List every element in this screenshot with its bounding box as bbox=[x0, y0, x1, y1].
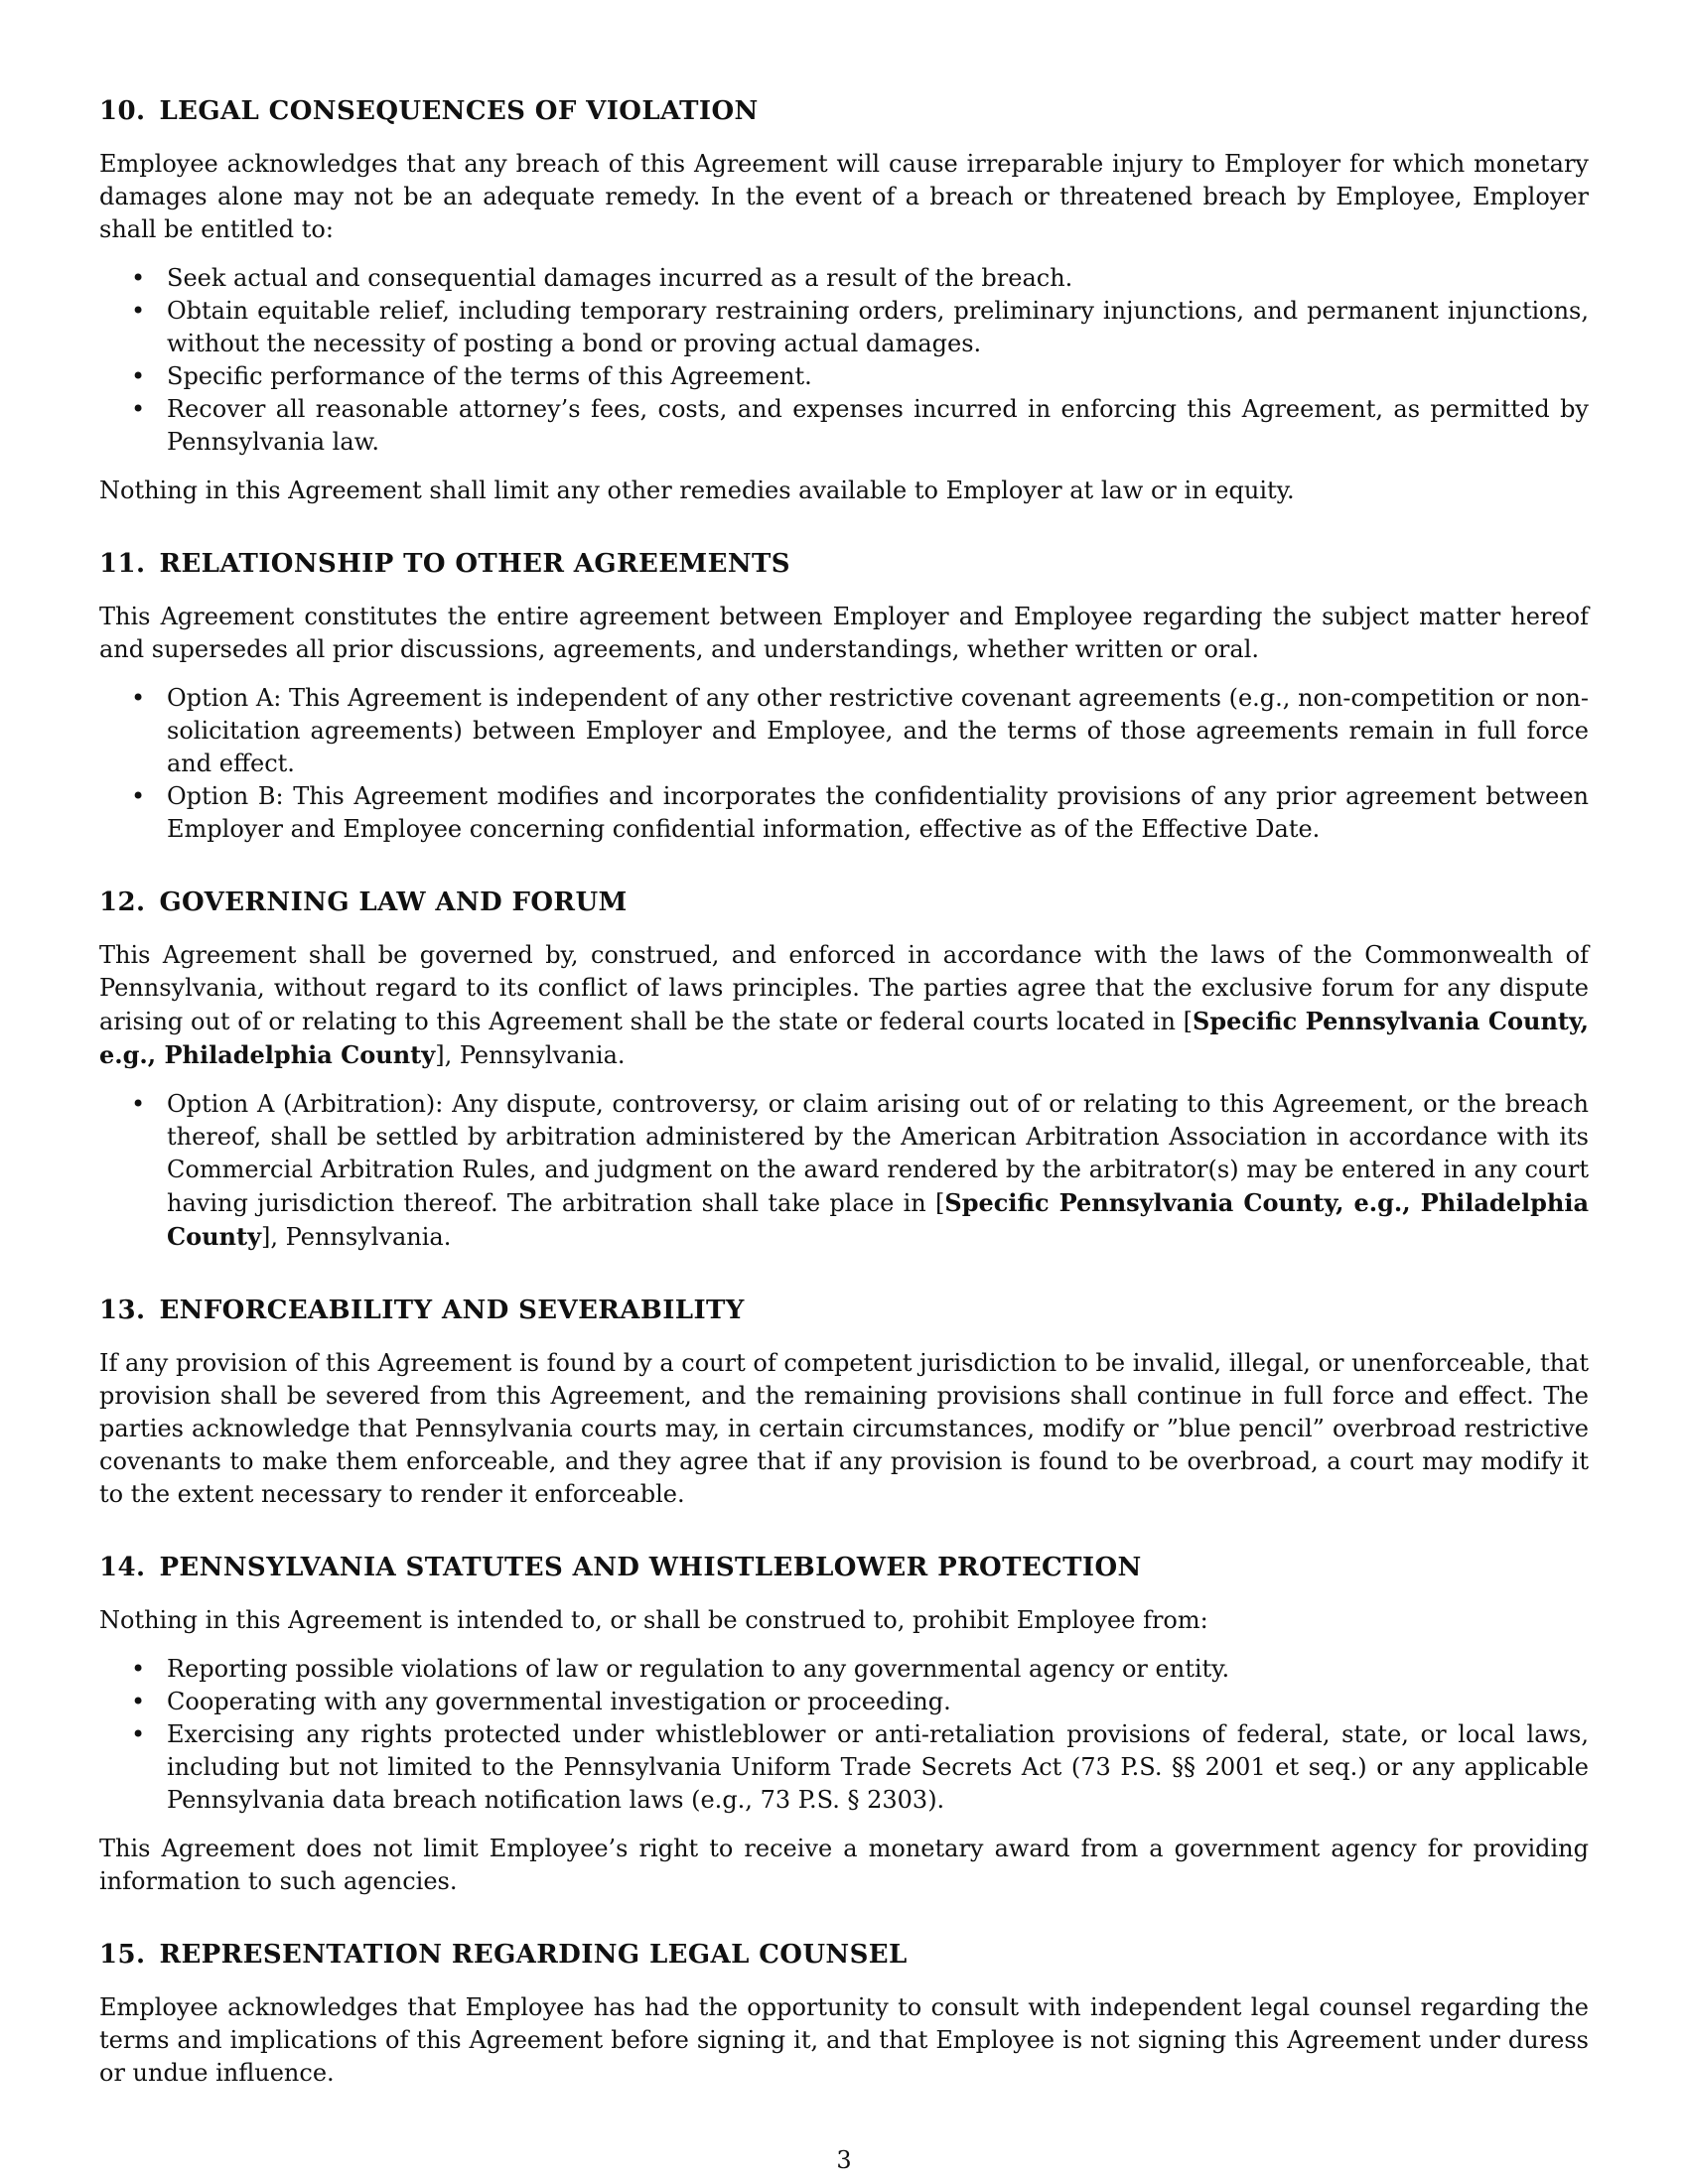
list-item: • Option B: This Agreement modifies and incorporates the confidentiality provisions of any prior agreement between Employer and Employee concerning confidential information, effective as of the Effective Date. bbox=[131, 782, 1589, 843]
bullet-icon: • bbox=[131, 1090, 146, 1118]
section-number: 12. bbox=[99, 887, 146, 917]
section-title: LEGAL CONSEQUENCES OF VIOLATION bbox=[159, 96, 759, 126]
section-paragraph: This Agreement constitutes the entire agreement between Employer and Employee regarding the subject matter hereof and supersedes all prior discussions, agreements, and understandings, whether written or oral. bbox=[99, 603, 1589, 663]
bullet-list bbox=[99, 1088, 1589, 1254]
bullet-list bbox=[99, 262, 1589, 459]
list-item: • Option A (Arbitration): Any dispute, controversy, or claim arising out of or relating to this Agreement, or the breach thereof, shall be settled by arbitration administered by the American Arbitration Association in accordance with its Commercial Arbitration Rules, and judgment on the award rendered by the arbitrator(s) may be entered in any court having jurisdiction thereof. The arbitration shall take place in [Specific Pennsylvania County, e.g., Philadelphia County], Pennsylvania. bbox=[131, 1090, 1589, 1251]
list-item: • Obtain equitable relief, including temporary restraining orders, preliminary injunctions, and permanent injunctions, without the necessity of posting a bond or proving actual damages. bbox=[131, 297, 1589, 357]
section-number: 10. bbox=[99, 96, 146, 126]
section-14 bbox=[99, 1551, 1589, 1898]
bullet-icon: • bbox=[131, 1720, 146, 1748]
bullet-list bbox=[99, 682, 1589, 846]
bullet-icon: • bbox=[131, 264, 146, 292]
section-title: REPRESENTATION REGARDING LEGAL COUNSEL bbox=[159, 1940, 908, 1970]
section-paragraph: Employee acknowledges that any breach of this Agreement will cause irreparable injury to Employer for which monetary damages alone may not be an adequate remedy. In the event of a breach or threatened breach by Employee, Employer shall be entitled to: bbox=[99, 150, 1589, 243]
section-paragraph: If any provision of this Agreement is found by a court of competent jurisdiction to be invalid, illegal, or unenforceable, that provision shall be severed from this Agreement, and the remaining provisions shall continue in full force and effect. The parties acknowledge that Pennsylvania courts may, in certain circumstances, modify or ”blue pencil” overbroad restrictive covenants to make them enforceable, and they agree that if any provision is found to be overbroad, a court may modify it to the extent necessary to render it enforceable. bbox=[99, 1349, 1589, 1508]
section-heading bbox=[99, 1551, 1589, 1584]
section-heading bbox=[99, 886, 1589, 919]
list-item: • Seek actual and consequential damages incurred as a result of the breach. bbox=[167, 262, 1589, 295]
placeholder-county: Specific Pennsylvania County, e.g., Philadelphia County bbox=[99, 1007, 1589, 1069]
list-item: • Specific performance of the terms of this Agreement. bbox=[167, 360, 1589, 393]
bullet-list bbox=[99, 1653, 1589, 1817]
section-heading bbox=[99, 547, 1589, 581]
page-number: 3 bbox=[836, 2146, 852, 2174]
section-number: 13. bbox=[99, 1296, 146, 1325]
section-heading bbox=[99, 94, 1589, 128]
section-paragraph: Nothing in this Agreement is intended to, or shall be construed to, prohibit Employee from: bbox=[99, 1606, 1208, 1634]
document-page bbox=[99, 94, 1589, 2129]
section-title: ENFORCEABILITY AND SEVERABILITY bbox=[159, 1296, 745, 1325]
list-item: • Exercising any rights protected under whistleblower or anti-retaliation provisions of federal, state, or local laws, including but not limited to the Pennsylvania Uniform Trade Secrets Act (73 P.S. §§ 2001 et seq.) or any applicable Pennsylvania data breach notification laws (e.g., 73 P.S. § 2303). bbox=[131, 1720, 1589, 1814]
section-heading bbox=[99, 1938, 1589, 1972]
section-title: PENNSYLVANIA STATUTES AND WHISTLEBLOWER PROTECTION bbox=[159, 1553, 1142, 1582]
section-12 bbox=[99, 886, 1589, 1254]
bullet-icon: • bbox=[131, 1688, 146, 1715]
bullet-icon: • bbox=[131, 362, 146, 390]
section-paragraph: This Agreement does not limit Employee’s right to receive a monetary award from a government agency for providing information to such agencies. bbox=[99, 1835, 1589, 1895]
section-paragraph: This Agreement shall be governed by, construed, and enforced in accordance with the laws of the Commonwealth of Pennsylvania, without regard to its conflict of laws principles. The parties agree that the exclusive forum for any dispute arising out of or relating to this Agreement shall be the state or federal courts located in [Specific Pennsylvania County, e.g., Philadelphia County], Pennsylvania. bbox=[99, 941, 1589, 1069]
bullet-icon: • bbox=[131, 297, 146, 325]
list-item: • Cooperating with any governmental investigation or proceeding. bbox=[167, 1686, 1589, 1718]
list-item: • Option A: This Agreement is independent of any other restrictive covenant agreements (e.g., non-competition or non-solicitation agreements) between Employer and Employee, and the terms of those agreements remain in full force and effect. bbox=[131, 684, 1589, 777]
section-15 bbox=[99, 1938, 1589, 2090]
section-paragraph: Nothing in this Agreement shall limit any other remedies available to Employer at law or in equity. bbox=[99, 477, 1295, 504]
bullet-icon: • bbox=[131, 684, 146, 712]
placeholder-county: Specific Pennsylvania County, e.g., Philadelphia County bbox=[167, 1188, 1589, 1251]
section-13 bbox=[99, 1294, 1589, 1511]
section-paragraph: Employee acknowledges that Employee has had the opportunity to consult with independent legal counsel regarding the terms and implications of this Agreement before signing it, and that Employee is not signing this Agreement under duress or undue influence. bbox=[99, 1993, 1589, 2087]
list-item: • Recover all reasonable attorney’s fees, costs, and expenses incurred in enforcing this Agreement, as permitted by Pennsylvania law. bbox=[131, 395, 1589, 456]
section-number: 14. bbox=[99, 1553, 146, 1582]
section-number: 11. bbox=[99, 549, 146, 579]
bullet-icon: • bbox=[131, 782, 146, 810]
section-number: 15. bbox=[99, 1940, 146, 1970]
bullet-icon: • bbox=[131, 395, 146, 423]
bullet-icon: • bbox=[131, 1655, 146, 1683]
section-title: RELATIONSHIP TO OTHER AGREEMENTS bbox=[159, 549, 790, 579]
section-heading bbox=[99, 1294, 1589, 1327]
section-11 bbox=[99, 547, 1589, 846]
list-item: • Reporting possible violations of law or regulation to any governmental agency or entity. bbox=[167, 1653, 1589, 1686]
section-10 bbox=[99, 94, 1589, 507]
section-title: GOVERNING LAW AND FORUM bbox=[159, 887, 628, 917]
